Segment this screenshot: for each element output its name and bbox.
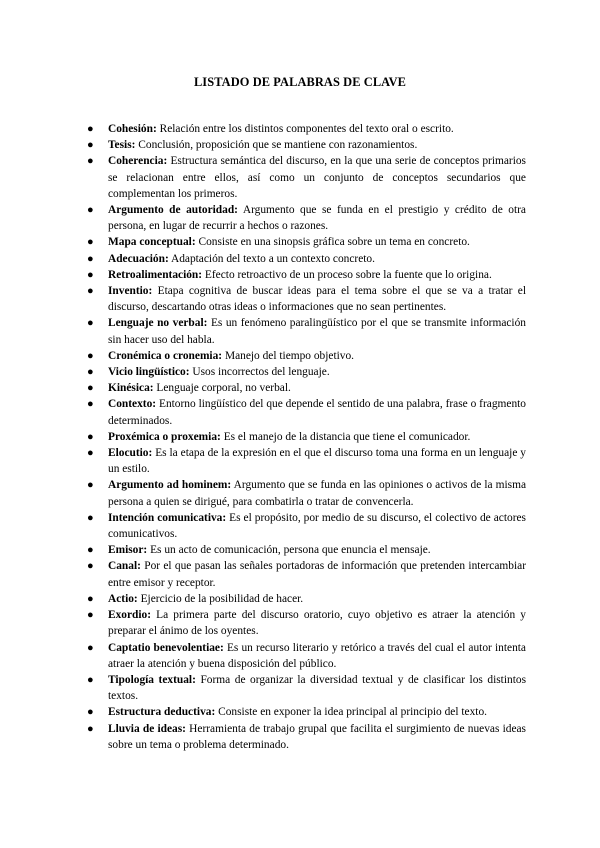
term-definition: Manejo del tiempo objetivo. (224, 349, 355, 362)
bullet-icon: ● (87, 366, 94, 379)
page-title: LISTADO DE PALABRAS DE CLAVE (193, 75, 407, 89)
term-label: Estructura deductiva: (108, 706, 216, 719)
term-definition: Relación entre los distintos componentes del texto oral o escrito. (159, 123, 454, 135)
list-item (87, 267, 526, 283)
keyword-list (87, 121, 527, 753)
bullet-icon: ● (87, 511, 94, 524)
list-item (87, 137, 526, 153)
term-label: Argumento de autoridad: (108, 204, 238, 217)
term-label: Emisor: (108, 544, 148, 557)
list-item (87, 591, 526, 607)
list-item (87, 542, 526, 558)
list-item (87, 429, 526, 445)
term-label: Tipología textual: (108, 673, 196, 686)
list-item (87, 121, 526, 137)
term-label: Cronémica o cronemia: (108, 349, 223, 362)
term-definition: Es un recurso literario y retórico a través del cual el autor intenta atraer la atención y buena disposición del público. (108, 641, 526, 670)
bullet-icon: ● (87, 268, 94, 281)
bullet-icon: ● (87, 236, 94, 249)
term-definition: Entorno lingüístico del que depende el sentido de una palabra, frase o fragmento determinados. (108, 398, 526, 427)
bullet-icon: ● (87, 479, 94, 492)
term-definition: Es un fenómeno paralingüístico por el que se transmite información sin hacer uso del habla. (108, 317, 526, 346)
bullet-icon: ● (87, 447, 94, 460)
term-definition: Ejercicio de la posibilidad de hacer. (140, 592, 304, 605)
list-item (87, 721, 526, 753)
term-label: Actio: (108, 592, 138, 605)
term-label: Captatio benevolentiae: (108, 641, 224, 654)
bullet-icon: ● (87, 609, 94, 622)
term-label: Lluvia de ideas: (108, 722, 186, 735)
term-definition: Argumento que se funda en el prestigio y crédito de otra persona, en lugar de recurrir a hechos o razones. (108, 204, 526, 233)
term-label: Exordio: (108, 609, 152, 622)
bullet-icon: ● (87, 285, 94, 298)
term-label: Retroalimentación: (108, 268, 203, 281)
list-item (87, 477, 527, 509)
list-item (87, 251, 526, 267)
term-definition: Por el que pasan las señales portadoras de información que pretenden intercambiar entre emisor y receptor. (108, 560, 526, 589)
list-item (87, 153, 526, 202)
bullet-icon: ● (87, 641, 94, 654)
list-item (87, 672, 526, 704)
bullet-icon: ● (87, 317, 94, 330)
list-item (87, 607, 526, 639)
term-definition: Es la etapa de la expresión en el que el discurso toma una forma en un lenguaje y un estilo. (108, 447, 526, 476)
term-definition: Usos incorrectos del lenguaje. (192, 366, 330, 379)
list-item (87, 396, 526, 428)
term-definition: Es el propósito, por medio de su discurso, el colectivo de actores comunicativos. (108, 511, 526, 541)
list-item (87, 380, 526, 396)
list-item (87, 348, 526, 364)
term-definition: La primera parte del discurso oratorio, cuyo objetivo es atraer la atención y preparar el ánimo de los oyentes. (108, 609, 526, 638)
bullet-icon: ● (87, 382, 94, 395)
term-label: Adecuación: (108, 252, 169, 265)
term-definition: Adaptación del texto a un contexto concreto. (170, 252, 375, 265)
bullet-icon: ● (87, 252, 94, 265)
bullet-icon: ● (87, 204, 94, 217)
term-definition: Herramienta de trabajo grupal que facilita el surgimiento de nuevas ideas sobre un tema o problema determinado. (108, 722, 526, 751)
bullet-icon: ● (87, 722, 94, 735)
term-label: Proxémica o proxemia: (108, 430, 221, 443)
term-definition: Consiste en exponer la idea principal al principio del texto. (218, 706, 487, 719)
term-label: Kinésica: (108, 382, 154, 395)
bullet-icon: ● (87, 673, 94, 686)
term-definition: Etapa cognitiva de buscar ideas para el tema sobre el que se va a tratar el discurso, descartando otras ideas o informaciones que no sean pertinentes. (108, 285, 526, 314)
list-item (87, 315, 526, 347)
term-definition: Es el manejo de la distancia que tiene el comunicador. (223, 430, 471, 443)
list-item (87, 558, 526, 590)
term-label: Inventio: (108, 285, 153, 298)
term-label: Elocutio: (108, 447, 153, 460)
bullet-icon: ● (87, 430, 94, 443)
term-label: Argumento ad hominem: (108, 479, 232, 492)
bullet-icon: ● (87, 560, 94, 573)
list-item (87, 283, 526, 315)
term-definition: Forma de organizar la diversidad textual y de clasificar los distintos textos. (108, 673, 526, 703)
list-item (87, 510, 526, 542)
list-item (87, 364, 526, 380)
bullet-icon: ● (87, 155, 94, 168)
term-definition: Argumento que se funda en las opiniones o activos de la misma persona a quien se dirigué, para combatirla o tratar de convencerla. (108, 479, 527, 508)
bullet-icon: ● (87, 398, 94, 411)
term-definition: Estructura semántica del discurso, en la que una serie de conceptos primarios se relacionan entre ellos, así como un conjunto de conceptos secundarios que complementan los primeros. (108, 155, 526, 200)
term-definition: Es un acto de comunicación, persona que enuncia el mensaje. (150, 544, 431, 557)
term-definition: Conclusión, proposición que se mantiene con razonamientos. (138, 139, 418, 152)
term-label: Coherencia: (108, 155, 168, 168)
list-item (87, 445, 526, 477)
term-definition: Consiste en una sinopsis gráfica sobre un tema en concreto. (198, 236, 470, 249)
term-definition: Lenguaje corporal, no verbal. (156, 382, 291, 395)
list-item (87, 234, 526, 250)
term-label: Mapa conceptual: (108, 236, 196, 249)
list-item (87, 640, 526, 672)
term-label: Tesis: (108, 139, 136, 152)
bullet-icon: ● (87, 706, 94, 719)
term-label: Contexto: (108, 398, 157, 411)
bullet-icon: ● (87, 544, 94, 557)
list-item (87, 704, 526, 720)
term-label: Cohesión: (108, 123, 157, 135)
bullet-icon: ● (87, 349, 94, 362)
term-label: Vicio lingüístico: (108, 366, 190, 379)
bullet-icon: ● (87, 139, 94, 152)
bullet-icon: ● (87, 592, 94, 605)
term-definition: Efecto retroactivo de un proceso sobre la fuente que lo origina. (204, 268, 492, 281)
term-label: Intención comunicativa: (108, 511, 227, 524)
bullet-icon: ● (87, 123, 94, 135)
term-label: Canal: (108, 560, 141, 573)
term-label: Lenguaje no verbal: (108, 317, 208, 330)
list-item (87, 202, 526, 234)
